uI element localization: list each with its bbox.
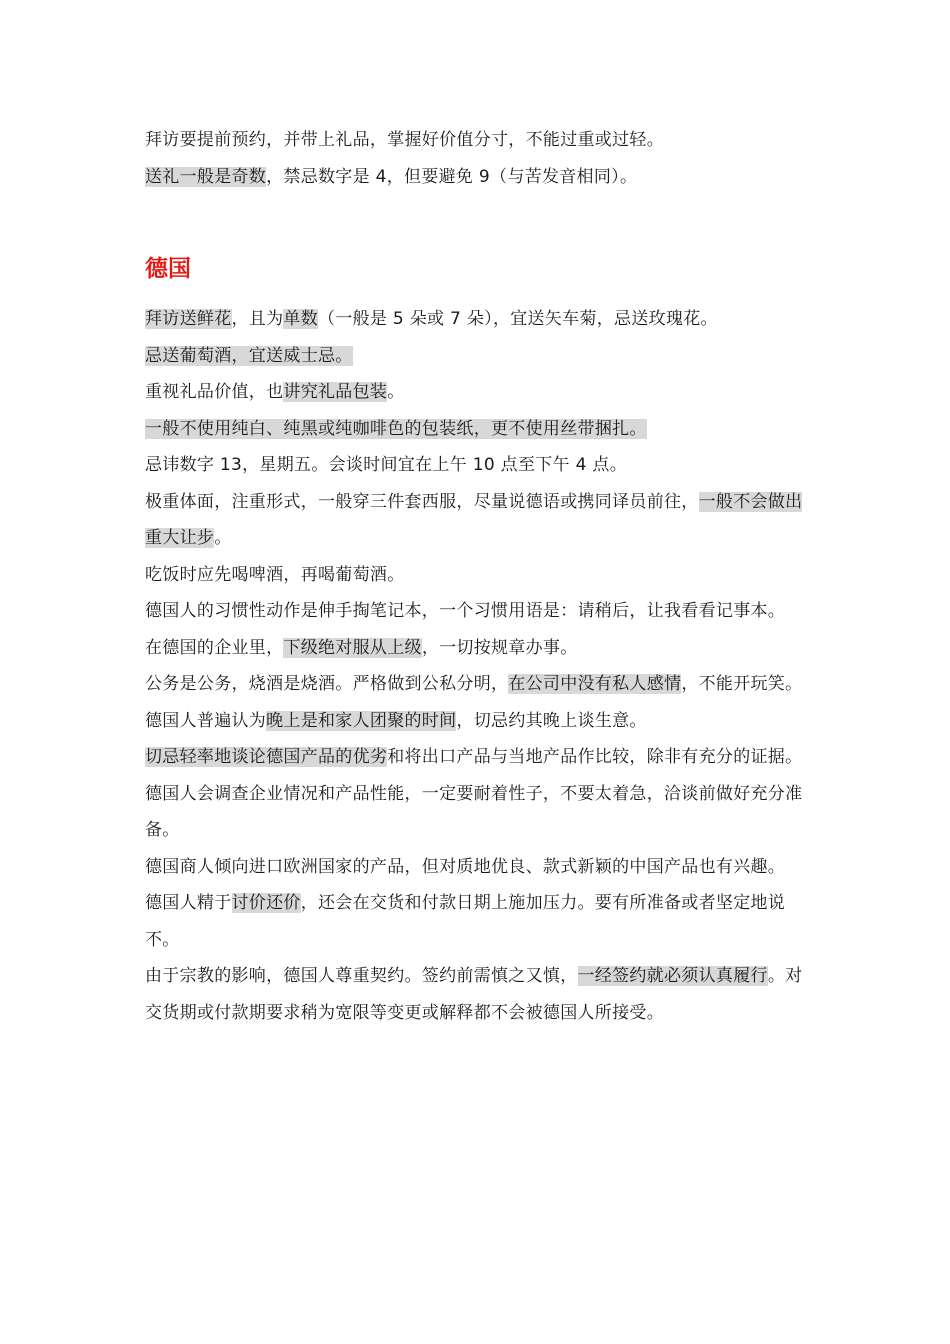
text: 德国人精于 — [145, 893, 232, 913]
item-15 — [145, 885, 815, 958]
document-body — [145, 122, 815, 1031]
highlight: 一经签约就必须认真履行 — [577, 966, 768, 986]
highlight: 一般不会做出重大让步 — [145, 491, 803, 548]
section-title-germany: 德国 — [145, 255, 191, 282]
text: ，一切按规章办事。 — [421, 637, 578, 658]
highlight: 切忌轻率地谈论德国产品的优劣 — [145, 747, 388, 767]
intro-paragraph-2 — [145, 159, 815, 196]
text: 极重体面，注重形式，一般穿三件套西服，尽量说德语或携同译员前往， — [145, 491, 699, 512]
text: （一般是 5 朵或 7 朵），宜送矢车菊，忌送玫瑰花。 — [318, 309, 718, 329]
item-8 — [145, 593, 815, 630]
text: ，还会在交货和付款日期上施加压力。要有所准备或者坚定地说不。 — [145, 893, 786, 950]
text: 和将出口产品与当地产品作比较，除非有充分的证据。 — [387, 747, 803, 767]
item-5 — [145, 447, 815, 484]
highlight: 一般不使用纯白、纯黑或纯咖啡色的包装纸，更不使用丝带捆扎。 — [145, 418, 647, 439]
text: 德国人的习惯性动作是伸手掏笔记本，一个习惯用语是：请稍后，让我看看记事本。 — [145, 601, 786, 621]
item-1 — [145, 301, 815, 338]
item-7 — [145, 557, 815, 594]
text: 。 — [214, 528, 232, 548]
item-13 — [145, 776, 815, 849]
text: 重视礼品价值，也 — [145, 382, 284, 402]
text: 。 — [387, 382, 405, 402]
text: 在德国的企业里， — [145, 637, 284, 658]
item-9 — [145, 630, 815, 667]
text: 公务是公务，烧酒是烧酒。严格做到公私分明， — [145, 674, 509, 694]
text: 忌讳数字 13，星期五。会谈时间宜在上午 10 点至下午 4 点。 — [145, 455, 627, 475]
text: 德国人普遍认为 — [145, 710, 267, 731]
text: 由于宗教的影响，德国人尊重契约。签约前需慎之又慎， — [145, 966, 578, 986]
highlight: 在公司中没有私人感情 — [508, 674, 682, 694]
item-14 — [145, 849, 815, 886]
intro-paragraph-1 — [145, 122, 815, 159]
highlight: 晚上是和家人团聚的时间 — [266, 710, 457, 731]
highlight: 讲究礼品包装 — [283, 382, 388, 402]
highlight: 送礼一般是奇数 — [145, 166, 267, 187]
highlight: 单数 — [283, 309, 319, 329]
highlight: 讨价还价 — [231, 893, 301, 913]
text: 吃饭时应先喝啤酒，再喝葡萄酒。 — [145, 564, 405, 585]
text: 。对交货期或付款期要求稍为宽限等变更或解释都不会被德国人所接受。 — [145, 966, 803, 1023]
item-2 — [145, 338, 815, 375]
text: ，切忌约其晚上谈生意。 — [456, 710, 647, 731]
item-16 — [145, 958, 815, 1031]
item-3 — [145, 374, 815, 411]
item-11 — [145, 703, 815, 740]
highlight: 下级绝对服从上级 — [283, 637, 422, 658]
item-12 — [145, 739, 815, 776]
text: 德国人会调查企业情况和产品性能，一定要耐着性子，不要太着急，洽谈前做好充分准备。 — [145, 783, 803, 840]
text: ，不能开玩笑。 — [681, 674, 803, 694]
highlight: 忌送葡萄酒，宜送威士忌。 — [145, 345, 353, 366]
item-10 — [145, 666, 815, 703]
highlight: 拜访送鲜花 — [145, 309, 232, 329]
text: 德国商人倾向进口欧洲国家的产品，但对质地优良、款式新颖的中国产品也有兴趣。 — [145, 856, 786, 877]
intro-text-1: 拜访要提前预约，并带上礼品，掌握好价值分寸，不能过重或过轻。 — [145, 130, 664, 150]
item-4 — [145, 411, 815, 448]
item-6 — [145, 484, 815, 557]
text: ，禁忌数字是 4，但要避免 9（与苦发音相同）。 — [266, 166, 638, 187]
text: ，且为 — [231, 309, 284, 329]
